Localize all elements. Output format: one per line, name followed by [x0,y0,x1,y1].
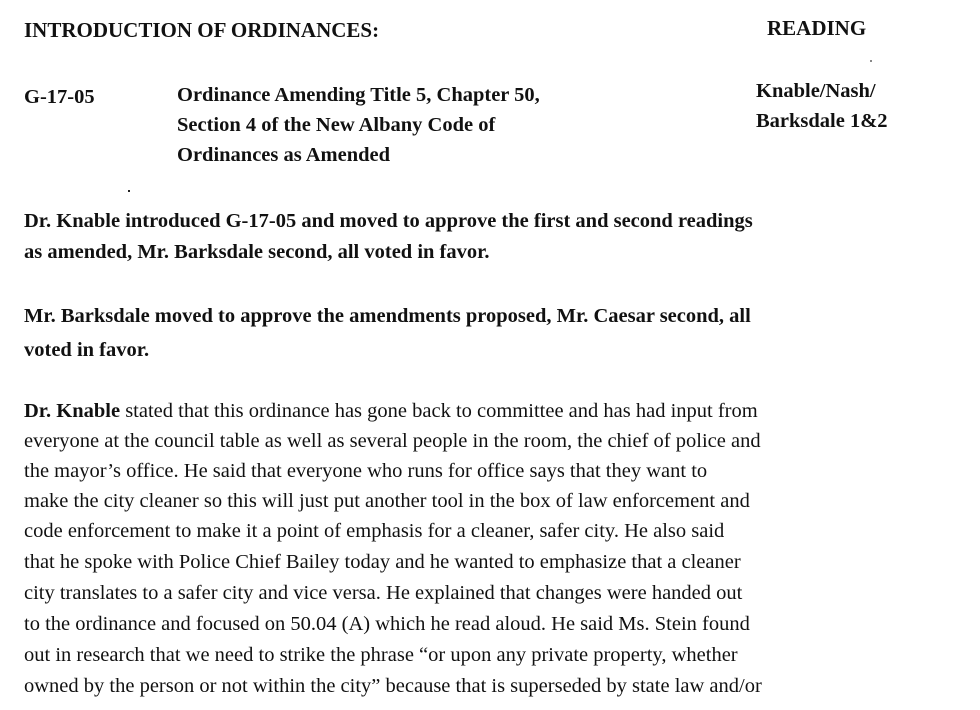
statement-speaker: Dr. Knable [24,400,121,422]
section-heading: INTRODUCTION OF ORDINANCES: [24,18,380,42]
statement-line: that he spoke with Police Chief Bailey today and he wanted to emphasize that a cleaner [24,551,741,573]
statement-line: make the city cleaner so this will just put another tool in the box of law enforcement and [24,490,750,512]
ordinance-number: G-17-05 [24,86,95,108]
motion-line: voted in favor. [24,339,150,361]
statement-line: code enforcement to make it a point of emphasis for a cleaner, safer city. He also said [24,520,725,542]
statement-line: the mayor’s office. He said that everyone who runs for office says that they want to [24,460,708,482]
ordinance-title-line: Ordinances as Amended [177,144,390,166]
scan-speck [870,60,872,62]
statement-line: everyone at the council table as well as several people in the room, the chief of police and [24,430,761,452]
statement-line: owned by the person or not within the city” because that is superseded by state law and/or [24,675,762,697]
statement-line: stated that this ordinance has gone back to committee and has had input from [120,400,758,422]
statement-line: out in research that we need to strike the phrase “or upon any private property, whether [24,644,738,666]
statement-line: to the ordinance and focused on 50.04 (A) which he read aloud. He said Ms. Stein found [24,613,750,635]
scan-speck [128,190,130,192]
ordinance-title-line: Ordinance Amending Title 5, Chapter 50, [177,84,540,106]
ordinance-sponsors-line: Knable/Nash/ [756,80,876,102]
ordinance-title-line: Section 4 of the New Albany Code of [177,114,496,136]
motion-line: Dr. Knable introduced G-17-05 and moved to approve the first and second readings [24,210,753,232]
reading-column-heading: READING [767,16,867,40]
statement-first-line [24,396,758,426]
ordinance-sponsors-line: Barksdale 1&2 [756,110,888,132]
motion-line: Mr. Barksdale moved to approve the amendments proposed, Mr. Caesar second, all [24,305,751,327]
motion-line: as amended, Mr. Barksdale second, all voted in favor. [24,241,490,263]
statement-line: city translates to a safer city and vice versa. He explained that changes were handed out [24,582,743,604]
